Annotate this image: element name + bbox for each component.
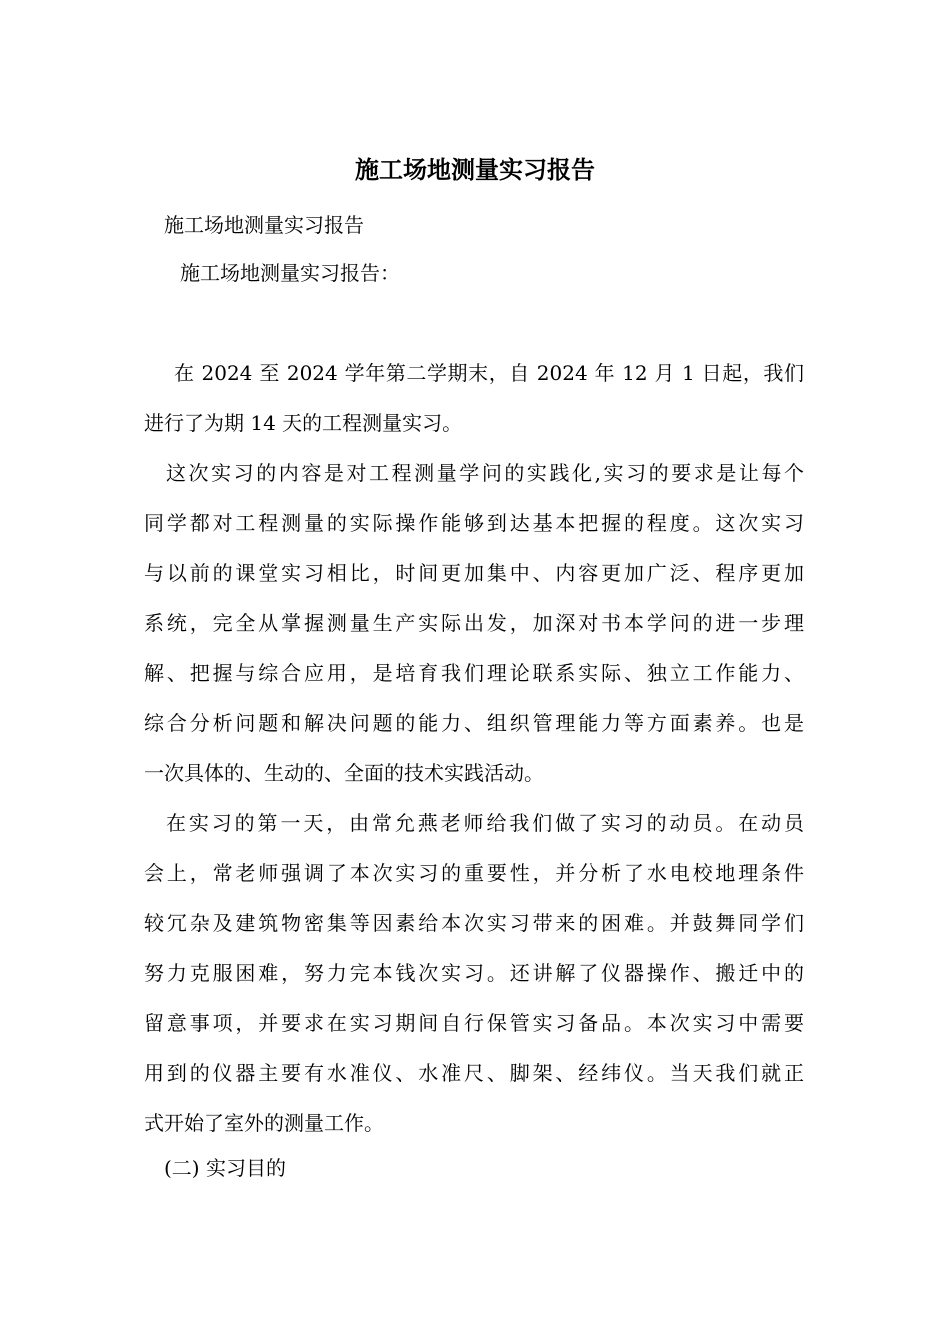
paragraph-2-line-7: 一次具体的、生动的、全面的技术实践活动。 xyxy=(144,761,544,785)
paragraph-1-line-1: 在 2024 至 2024 学年第二学期末，自 2024 年 12 月 1 日起，我们 xyxy=(174,361,804,385)
paragraph-3-line-4: 努力克服困难，努力完本钱次实习。还讲解了仪器操作、搬迁中的 xyxy=(144,961,804,985)
paragraph-3-line-3: 较冗杂及建筑物密集等因素给本次实习带来的困难。并鼓舞同学们 xyxy=(144,911,804,935)
subtitle-line: 施工场地测量实习报告 xyxy=(164,213,364,237)
paragraph-2-line-4: 系统，完全从掌握测量生产实际出发，加深对书本学问的进一步理 xyxy=(144,611,804,635)
paragraph-1-line-2: 进行了为期 14 天的工程测量实习。 xyxy=(144,411,463,435)
paragraph-3-line-7: 式开始了室外的测量工作。 xyxy=(144,1111,384,1135)
paragraph-2-line-3: 与以前的课堂实习相比，时间更加集中、内容更加广泛、程序更加 xyxy=(144,561,804,585)
paragraph-3-line-1: 在实习的第一天，由常允燕老师给我们做了实习的动员。在动员 xyxy=(166,811,804,835)
section-heading: (二) 实习目的 xyxy=(164,1156,286,1180)
paragraph-2-line-5: 解、把握与综合应用，是培育我们理论联系实际、独立工作能力、 xyxy=(144,661,804,685)
paragraph-2-line-6: 综合分析问题和解决问题的能力、组织管理能力等方面素养。也是 xyxy=(144,711,804,735)
paragraph-2-line-1: 这次实习的内容是对工程测量学问的实践化,实习的要求是让每个 xyxy=(166,461,804,485)
paragraph-3-line-6: 用到的仪器主要有水准仪、水准尺、脚架、经纬仪。当天我们就正 xyxy=(144,1061,804,1085)
paragraph-3-line-2: 会上，常老师强调了本次实习的重要性，并分析了水电校地理条件 xyxy=(144,861,804,885)
paragraph-3-line-5: 留意事项，并要求在实习期间自行保管实习备品。本次实习中需要 xyxy=(144,1011,804,1035)
intro-line: 施工场地测量实习报告： xyxy=(180,261,400,285)
document-title: 施工场地测量实习报告 xyxy=(355,155,595,184)
paragraph-2-line-2: 同学都对工程测量的实际操作能够到达基本把握的程度。这次实习 xyxy=(144,511,804,535)
